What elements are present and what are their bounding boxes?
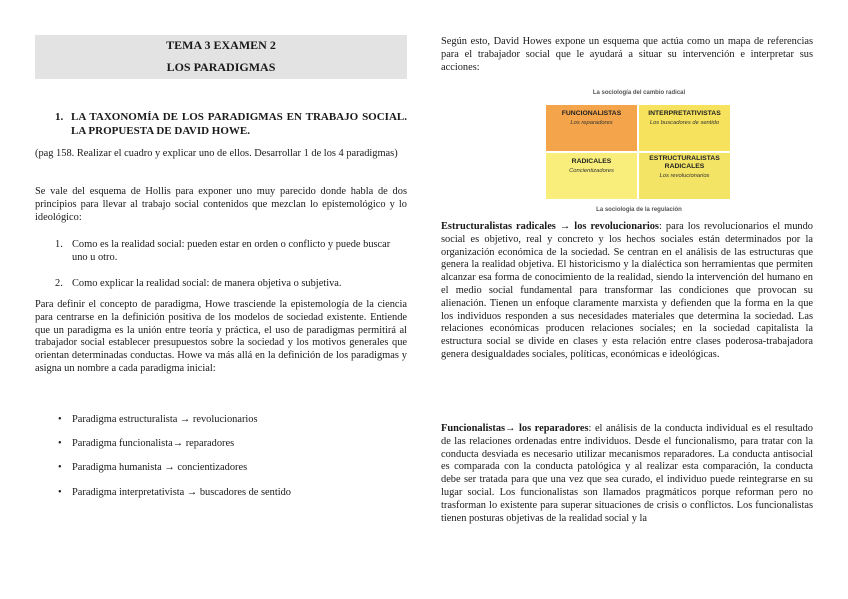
bullet-icon: • (58, 414, 62, 425)
quadrant-sub: Los revolucionarios (659, 173, 710, 179)
quadrant-name: ESTRUCTURALISTAS RADICALES (649, 155, 720, 170)
quadrant-interpretativistas (639, 105, 730, 151)
estructuralistas-lead: Estructuralistas radicales → los revolucionarios (441, 221, 659, 232)
quadrant-name: RADICALES (571, 158, 612, 165)
title-box (35, 35, 407, 79)
diagram-top-label: La sociología del cambio radical (592, 90, 686, 96)
paragraph-intro: Según esto, David Howes expone un esquema que actúa como un mapa de referencias para el trabajador social que le ayudará a situar su intervención e interpretar sus acciones: (441, 36, 813, 73)
funcionalistas-lead: Funcionalistas→ los reparadores (441, 423, 589, 434)
section-heading (55, 111, 407, 138)
bullet-text: Paradigma estructuralista → revolucionarios (72, 414, 258, 425)
list-text: Como explicar la realidad social: de manera objetiva o subjetiva. (72, 278, 342, 289)
list-number: 1. (55, 239, 63, 250)
quadrant-sub: Los buscadores de sentido (649, 120, 720, 126)
paradigm-diagram (546, 90, 732, 218)
quadrant-sub: Los reparadores (570, 120, 613, 126)
title-line-2: LOS PARADIGMAS (166, 60, 276, 74)
estructuralistas-text: : para los revolucionarios el mundo social es objetivo, real y concreto y los hechos sociales están determinados por la organización económica de la sociedad. Se centran en el análisis de las estructuras que genera la realidad objetiva. El historicismo y la dialéctica son herramientas que permiten alcanzar esa forma de conocimiento de la realidad, siendo la intervención del humano en el medio social fundamental para transformar las condiciones que provocan su alienación. Tienen un enfoque claramente marxista y defienden que la forma en la que los individuos responden a sus necesidades materiales que determina la sociedad. Las relaciones económicas producen relaciones sociales; en la sociedad capitalista la estructura social se divide en clases y esta relación entre clases poderosa-trabajadora genera desigualdades sociales, políticas, económicas e ideológicas. (441, 221, 814, 360)
paragraph-pag: (pag 158. Realizar el cuadro y explicar uno de ellos. Desarrollar 1 de los 4 paradigmas) (35, 148, 398, 159)
bullet-icon: • (58, 462, 62, 473)
title-line-1: TEMA 3 EXAMEN 2 (166, 38, 276, 52)
paragraph-funcionalistas (441, 423, 813, 525)
bullet-icon: • (58, 487, 62, 498)
funcionalistas-text: : el análisis de la conducta individual es el resultado de las relaciones ordenadas entre individuos. Desde el funcionalismo, para tratar con la conducta desviada es necesario utilizar mecanismos reparadores. La conducta antisocial es comparada con la conducta patológica y al realizar esta comparación, la conducta debe ser tratada para que una vez que sea curado, el individuo puede reintegrarse en su lugar social. Los funcionalistas son llamados pragmáticos porque reforman pero no trasforman lo existente para superar situaciones de crisis o conflictos. Los funcionalistas tienen posturas objetivas de la realidad social y la (441, 423, 813, 524)
list-item (55, 239, 405, 265)
quadrant-estructuralistas (639, 153, 730, 199)
quadrant-radicales (546, 153, 637, 199)
quadrant-funcionalistas (546, 105, 637, 151)
bullet-icon: • (58, 438, 62, 449)
list-text: Como es la realidad social: pueden estar en orden o conflicto y puede buscar uno u otro. (72, 239, 391, 263)
quadrant-name: INTERPRETATIVISTAS (648, 110, 721, 117)
paragraph-estructuralistas (441, 221, 813, 362)
paragraph-definir: Para definir el concepto de paradigma, Howe trasciende la epistemología de la ciencia para centrarse en la definición positiva de los modelos de sociedad existente. Entiende que un paradigma es la unión entre teoría y práctica, el uso de paradigmas permitirá al trabajador social establecer presupuestos sobre la sociedad y los motivos generales que orientan determinadas conductas. Howe va más allá en la definición de los paradigmas y asigna un nombre a cada paradigma inicial: (35, 299, 407, 374)
section-heading-text: LA TAXONOMÍA DE LOS PARADIGMAS EN TRABAJO SOCIAL. LA PROPUESTA DE DAVID HOWE. (71, 111, 407, 137)
section-number: 1. (55, 111, 64, 123)
diagram-bottom-label: La sociología de la regulación (596, 207, 682, 213)
bullet-text: Paradigma humanista → concientizadores (72, 462, 248, 473)
quadrant-sub: Concientizadores (569, 168, 614, 174)
list-item (55, 278, 405, 291)
list-number: 2. (55, 278, 63, 289)
bullet-text: Paradigma funcionalista→ reparadores (72, 438, 235, 449)
bullet-text: Paradigma interpretativista → buscadores de sentido (72, 487, 292, 498)
paragraph-hollis: Se vale del esquema de Hollis para exponer uno muy parecido donde habla de dos principios para llevar al trabajo social contenidos que mezclan lo epistemológico y lo ideológico: (35, 186, 407, 223)
quadrant-name: FUNCIONALISTAS (561, 110, 622, 117)
